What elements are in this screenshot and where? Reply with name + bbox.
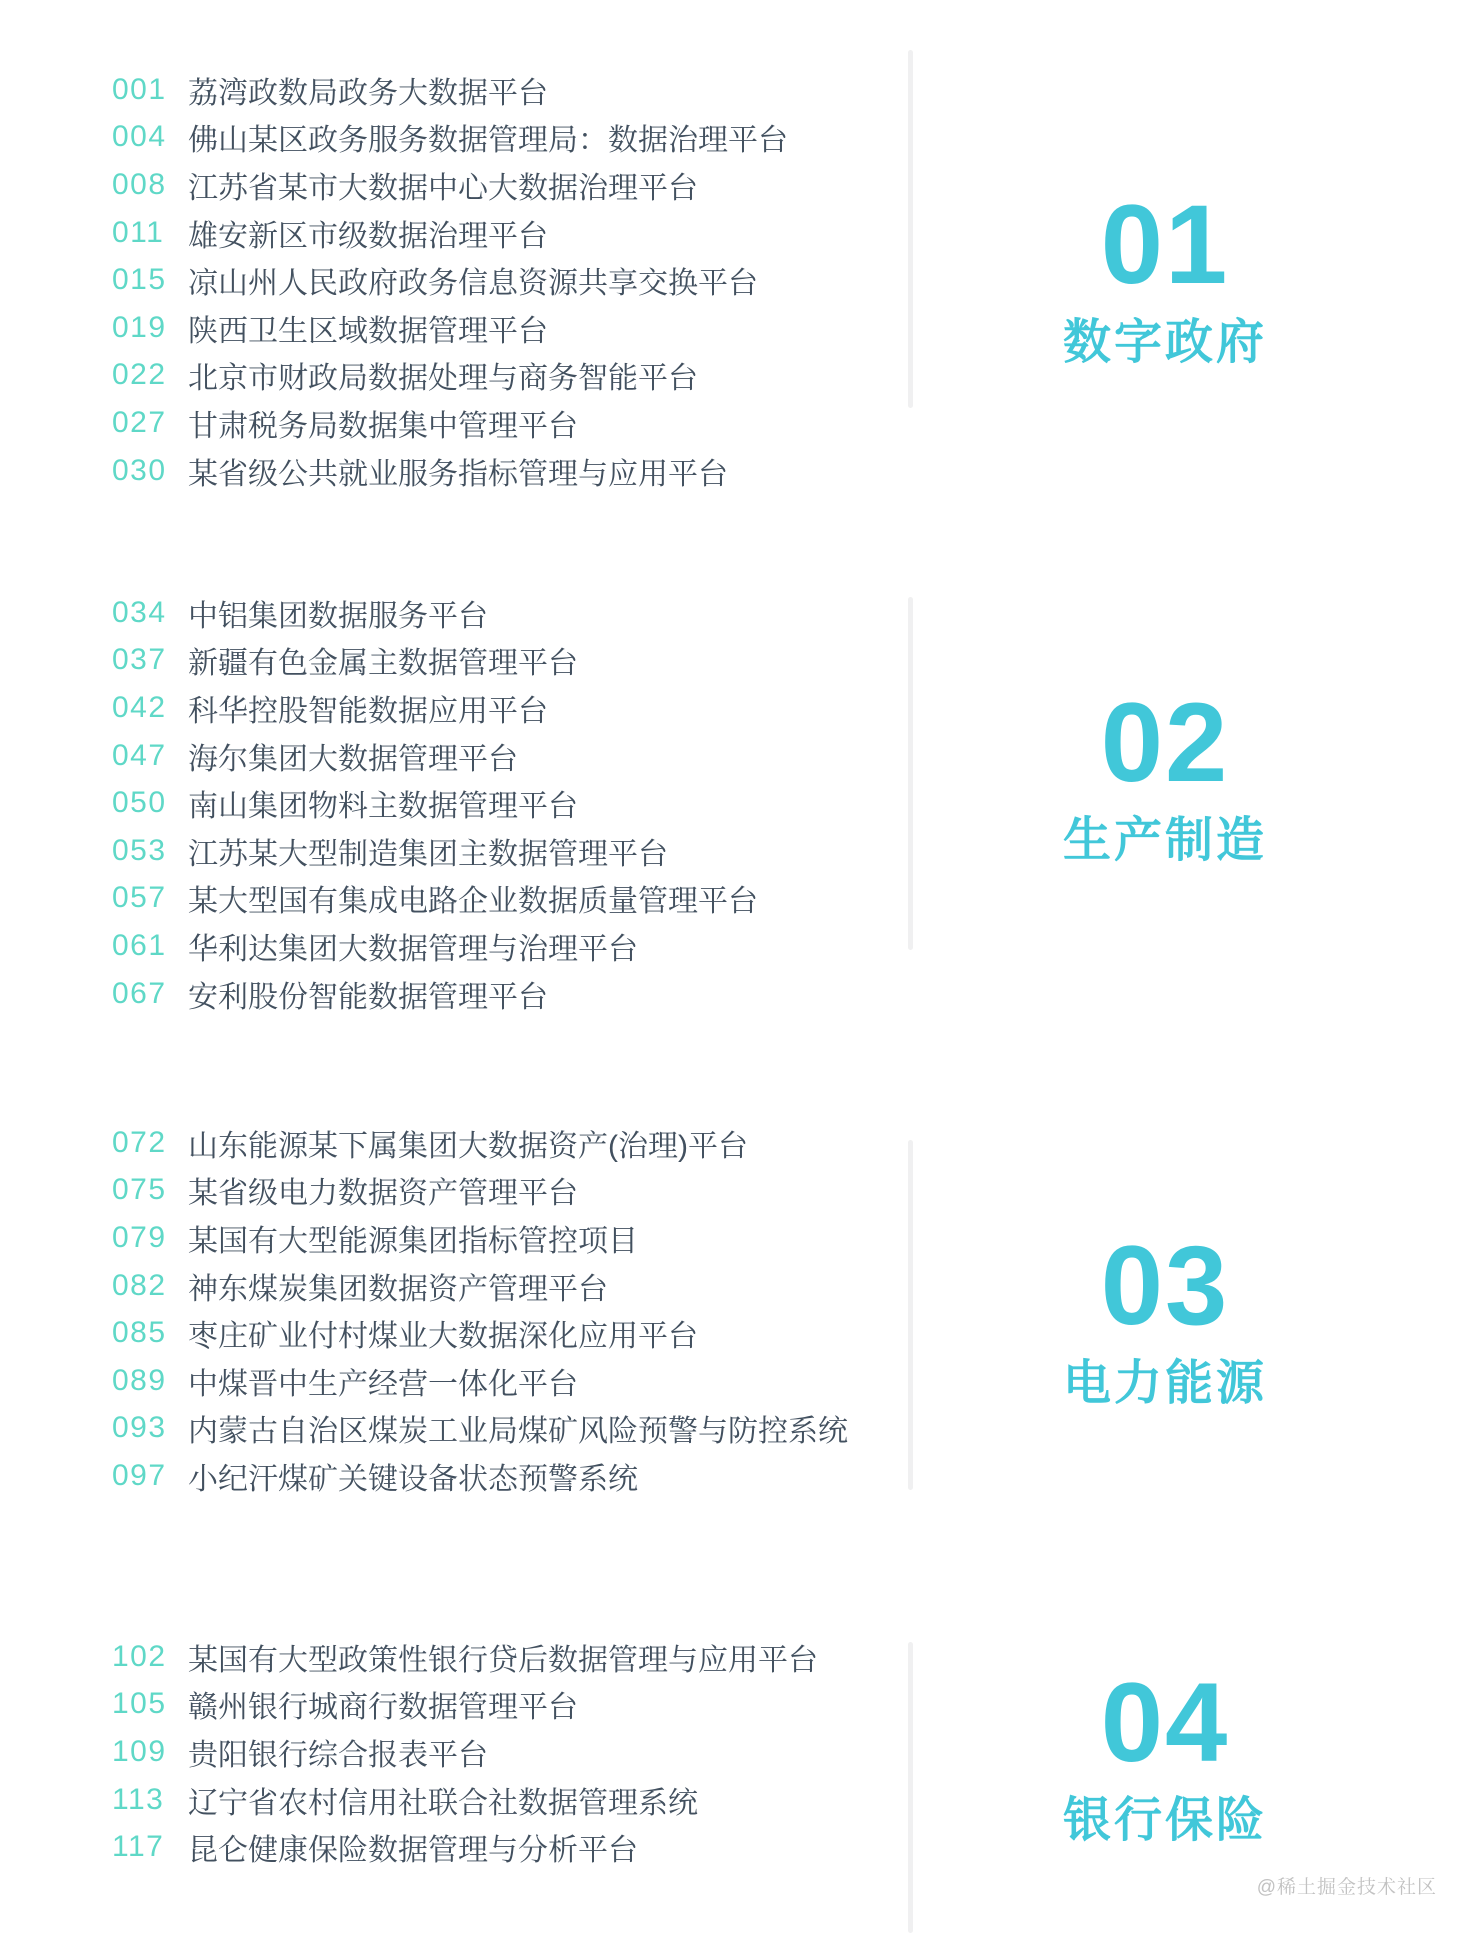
toc-entry <box>112 1262 848 1310</box>
toc-entry <box>112 1309 848 1357</box>
toc-entry <box>112 779 758 827</box>
entry-title: 昆仑健康保险数据管理与分析平台 <box>188 1834 638 1868</box>
entry-title: 华利达集团大数据管理与治理平台 <box>188 932 638 966</box>
section-divider <box>908 597 913 950</box>
entry-page-number: 105 <box>112 1687 167 1721</box>
toc-entry <box>112 1823 818 1871</box>
entry-title: 内蒙古自治区煤炭工业局煤矿风险预警与防控系统 <box>188 1415 848 1449</box>
entry-title: 凉山州人民政府政务信息资源共享交换平台 <box>188 267 758 301</box>
toc-entry <box>112 1728 818 1776</box>
entry-page-number: 113 <box>112 1782 165 1816</box>
entry-page-number: 015 <box>112 263 167 297</box>
entry-page-number: 047 <box>112 738 167 772</box>
entry-page-number: 093 <box>112 1411 167 1445</box>
entry-title: 陕西卫生区域数据管理平台 <box>188 314 548 348</box>
entry-title: 安利股份智能数据管理平台 <box>188 980 548 1014</box>
toc-entry <box>112 399 788 447</box>
section-title: 数字政府 <box>1062 316 1267 369</box>
toc-entry <box>112 970 758 1018</box>
section-entry-list <box>112 66 788 494</box>
toc-entry <box>112 256 788 304</box>
entry-page-number: 117 <box>112 1830 165 1864</box>
section-number: 02 <box>1100 680 1230 805</box>
entry-title: 贵阳银行综合报表平台 <box>188 1738 488 1772</box>
entry-title: 中铝集团数据服务平台 <box>188 599 488 633</box>
entry-page-number: 019 <box>112 310 167 344</box>
toc-entry <box>112 1633 818 1681</box>
section-number: 04 <box>1100 1660 1230 1785</box>
toc-entry <box>112 1405 848 1453</box>
entry-title: 中煤晋中生产经营一体化平台 <box>188 1367 578 1401</box>
toc-entry <box>112 589 758 637</box>
entry-page-number: 089 <box>112 1363 167 1397</box>
entry-title: 某国有大型能源集团指标管控项目 <box>188 1224 638 1258</box>
section-divider <box>908 50 913 408</box>
toc-entry <box>112 732 758 780</box>
entry-title: 枣庄矿业付村煤业大数据深化应用平台 <box>188 1320 698 1354</box>
toc-entry <box>112 114 788 162</box>
entry-title: 某省级公共就业服务指标管理与应用平台 <box>188 457 728 491</box>
entry-title: 赣州银行城商行数据管理平台 <box>188 1691 578 1725</box>
section-entry-list <box>112 1633 818 1871</box>
section-header <box>1015 1660 1315 1847</box>
toc-entry <box>112 304 788 352</box>
entry-page-number: 072 <box>112 1125 167 1159</box>
toc-entry <box>112 1681 818 1729</box>
section-number: 01 <box>1100 182 1230 307</box>
entry-title: 山东能源某下属集团大数据资产(治理)平台 <box>188 1129 748 1163</box>
toc-entry <box>112 1214 848 1262</box>
entry-title: 某省级电力数据资产管理平台 <box>188 1177 578 1211</box>
entry-title: 小纪汗煤矿关键设备状态预警系统 <box>188 1462 638 1496</box>
section-divider <box>908 1642 913 1933</box>
entry-page-number: 030 <box>112 453 167 487</box>
toc-entry <box>112 637 758 685</box>
section-title: 电力能源 <box>1062 1357 1267 1410</box>
entry-title: 科华控股智能数据应用平台 <box>188 694 548 728</box>
entry-page-number: 061 <box>112 928 167 962</box>
toc-entry <box>112 1357 848 1405</box>
section-header <box>1015 182 1315 369</box>
entry-page-number: 050 <box>112 786 167 820</box>
entry-page-number: 057 <box>112 881 167 915</box>
watermark: @稀土掘金技术社区 <box>1256 1877 1437 1898</box>
entry-page-number: 022 <box>112 358 167 392</box>
entry-title: 海尔集团大数据管理平台 <box>188 742 518 776</box>
entry-page-number: 001 <box>112 72 167 106</box>
section-entry-list <box>112 589 758 1017</box>
entry-page-number: 027 <box>112 405 167 439</box>
section-title: 生产制造 <box>1062 814 1267 867</box>
entry-title: 江苏省某市大数据中心大数据治理平台 <box>188 171 698 205</box>
toc-entry <box>112 684 758 732</box>
toc-entry <box>112 209 788 257</box>
entry-page-number: 067 <box>112 976 167 1010</box>
toc-entry <box>112 161 788 209</box>
entry-page-number: 008 <box>112 167 167 201</box>
entry-page-number: 097 <box>112 1458 167 1492</box>
toc-entry <box>112 827 758 875</box>
entry-title: 新疆有色金属主数据管理平台 <box>188 647 578 681</box>
entry-title: 雄安新区市级数据治理平台 <box>188 219 548 253</box>
entry-page-number: 082 <box>112 1268 167 1302</box>
entry-title: 荔湾政数局政务大数据平台 <box>188 76 548 110</box>
section-header <box>1015 680 1315 867</box>
toc-entry <box>112 875 758 923</box>
entry-page-number: 037 <box>112 643 167 677</box>
entry-page-number: 085 <box>112 1316 167 1350</box>
entry-title: 辽宁省农村信用社联合社数据管理系统 <box>188 1786 698 1820</box>
entry-title: 北京市财政局数据处理与商务智能平台 <box>188 362 698 396</box>
entry-page-number: 034 <box>112 595 167 629</box>
section-number: 03 <box>1100 1223 1230 1348</box>
entry-page-number: 075 <box>112 1173 167 1207</box>
toc-entry <box>112 1167 848 1215</box>
section-entry-list <box>112 1119 848 1500</box>
toc-entry <box>112 1452 848 1500</box>
entry-title: 南山集团物料主数据管理平台 <box>188 790 578 824</box>
toc-entry <box>112 352 788 400</box>
entry-page-number: 079 <box>112 1220 167 1254</box>
entry-title: 某国有大型政策性银行贷后数据管理与应用平台 <box>188 1643 818 1677</box>
entry-page-number: 053 <box>112 833 167 867</box>
toc-entry <box>112 922 758 970</box>
entry-page-number: 011 <box>112 215 165 249</box>
section-title: 银行保险 <box>1062 1794 1267 1847</box>
toc-entry <box>112 1119 848 1167</box>
toc-entry <box>112 1776 818 1824</box>
entry-title: 某大型国有集成电路企业数据质量管理平台 <box>188 885 758 919</box>
entry-title: 甘肃税务局数据集中管理平台 <box>188 409 578 443</box>
entry-title: 江苏某大型制造集团主数据管理平台 <box>188 837 668 871</box>
entry-page-number: 042 <box>112 690 167 724</box>
entry-title: 神东煤炭集团数据资产管理平台 <box>188 1272 608 1306</box>
entry-page-number: 109 <box>112 1734 167 1768</box>
section-divider <box>908 1140 913 1490</box>
entry-title: 佛山某区政务服务数据管理局：数据治理平台 <box>188 124 788 158</box>
entry-page-number: 102 <box>112 1639 167 1673</box>
toc-entry <box>112 447 788 495</box>
section-header <box>1015 1223 1315 1410</box>
toc-entry <box>112 66 788 114</box>
entry-page-number: 004 <box>112 120 167 154</box>
